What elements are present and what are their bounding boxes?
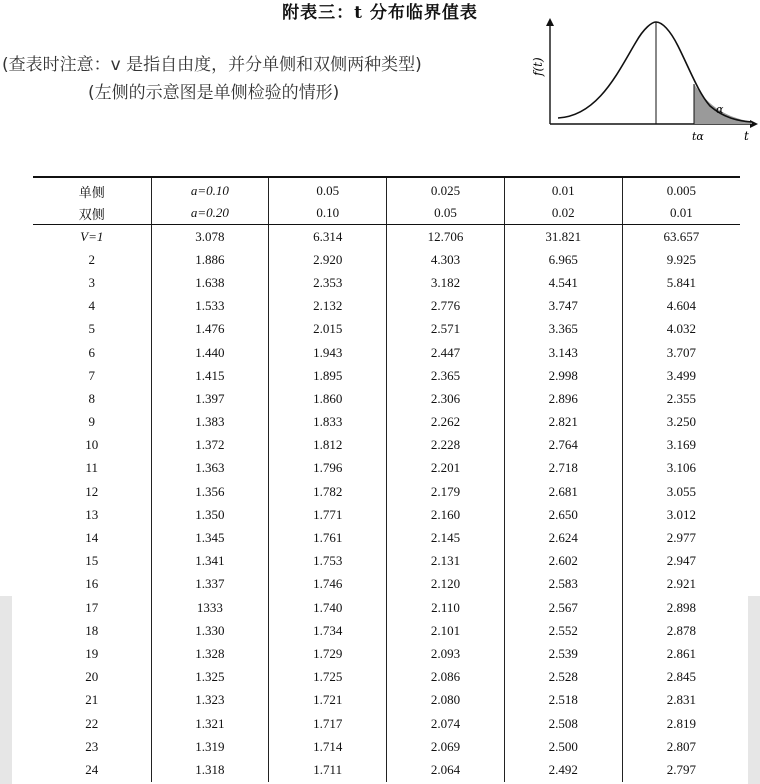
- table-cell: 2.845: [622, 666, 740, 689]
- table-cell: 0.01: [504, 177, 622, 202]
- row-label: 8: [88, 390, 95, 406]
- table-cell: 6.965: [504, 248, 622, 271]
- table-cell: 2.552: [504, 619, 622, 642]
- row-label: 12: [85, 483, 99, 499]
- table-cell: 2.583: [504, 573, 622, 596]
- table-cell: 2.650: [504, 503, 622, 526]
- row-label: 21: [85, 692, 99, 708]
- table-cell: 0.025: [387, 177, 505, 202]
- row-label: 2: [88, 251, 95, 267]
- table-cell: 9.925: [622, 248, 740, 271]
- table-cell: 3.169: [622, 434, 740, 457]
- table-cell: 0.01: [622, 202, 740, 225]
- table-cell: 2.718: [504, 457, 622, 480]
- table-cell: 2.132: [269, 295, 387, 318]
- table-cell: 1.638: [151, 271, 269, 294]
- table-cell: 0.05: [269, 177, 387, 202]
- table-cell: 2.921: [622, 573, 740, 596]
- table-row: [33, 387, 740, 410]
- row-label: 24: [85, 761, 99, 777]
- table-cell: 2.528: [504, 666, 622, 689]
- table-cell: 1.761: [269, 526, 387, 549]
- table-cell: 2.831: [622, 689, 740, 712]
- row-label: 5: [88, 321, 95, 337]
- table-cell: 2.821: [504, 411, 622, 434]
- table-cell: 4.541: [504, 271, 622, 294]
- table-cell: 1.440: [151, 341, 269, 364]
- table-cell: 1.753: [269, 550, 387, 573]
- table-cell: 1.711: [269, 758, 387, 781]
- table-row: [33, 434, 740, 457]
- t-distribution-diagram: [528, 12, 760, 152]
- table-cell: 1.734: [269, 619, 387, 642]
- table-row: [33, 712, 740, 735]
- table-cell: 2.074: [387, 712, 505, 735]
- table-row: [33, 271, 740, 294]
- table-cell: 2.797: [622, 758, 740, 781]
- table-cell: 3.747: [504, 295, 622, 318]
- table-cell: a=0.10: [151, 177, 269, 202]
- row-label: 6: [88, 344, 95, 360]
- table-cell: 2.602: [504, 550, 622, 573]
- table-cell: 1.328: [151, 642, 269, 665]
- table-cell: 6.314: [269, 225, 387, 249]
- table-cell: 1.345: [151, 526, 269, 549]
- table-cell: 3.106: [622, 457, 740, 480]
- table-cell: 1.782: [269, 480, 387, 503]
- table-cell: 2.861: [622, 642, 740, 665]
- table-cell: 3.365: [504, 318, 622, 341]
- table-row: [33, 480, 740, 503]
- table-cell: 1.796: [269, 457, 387, 480]
- table-cell: 1.533: [151, 295, 269, 318]
- table-cell: 2.500: [504, 735, 622, 758]
- table-cell: 2.145: [387, 526, 505, 549]
- alpha-label: α: [716, 103, 724, 116]
- figure-note: (左侧的示意图是单侧检验的情形): [88, 83, 340, 103]
- table-cell: 2.201: [387, 457, 505, 480]
- row-label: V=1: [80, 228, 104, 244]
- table-cell: 31.821: [504, 225, 622, 249]
- row-label: 13: [85, 506, 99, 522]
- table-cell: 3.012: [622, 503, 740, 526]
- table-cell: 3.078: [151, 225, 269, 249]
- table-cell: 2.998: [504, 364, 622, 387]
- row-label: 双侧: [33, 202, 151, 225]
- table-cell: 1.356: [151, 480, 269, 503]
- table-cell: 1.886: [151, 248, 269, 271]
- table-cell: 2.571: [387, 318, 505, 341]
- row-label: 9: [88, 414, 95, 430]
- table-cell: 2.262: [387, 411, 505, 434]
- table-cell: 0.02: [504, 202, 622, 225]
- table-cell: 1.812: [269, 434, 387, 457]
- table-cell: a=0.20: [151, 202, 269, 225]
- row-label: 16: [85, 576, 99, 592]
- table-cell: 1.771: [269, 503, 387, 526]
- table-cell: 2.447: [387, 341, 505, 364]
- table-cell: 1.860: [269, 387, 387, 410]
- table-row: [33, 526, 740, 549]
- table-cell: 1333: [151, 596, 269, 619]
- table-row: [33, 503, 740, 526]
- row-label: 22: [85, 715, 99, 731]
- table-cell: 2.179: [387, 480, 505, 503]
- table-row: [33, 619, 740, 642]
- table-cell: 3.143: [504, 341, 622, 364]
- table-cell: 2.567: [504, 596, 622, 619]
- table-row: [33, 457, 740, 480]
- table-row: [33, 642, 740, 665]
- table-cell: 2.365: [387, 364, 505, 387]
- table-cell: 3.707: [622, 341, 740, 364]
- table-cell: 1.397: [151, 387, 269, 410]
- header-row-two-sided: [33, 202, 740, 225]
- table-cell: 2.776: [387, 295, 505, 318]
- table-row: [33, 411, 740, 434]
- table-row: [33, 550, 740, 573]
- row-label: 20: [85, 669, 99, 685]
- table-cell: 4.604: [622, 295, 740, 318]
- table-row: [33, 364, 740, 387]
- row-label: 15: [85, 553, 99, 569]
- table-cell: 2.228: [387, 434, 505, 457]
- table-row: [33, 341, 740, 364]
- row-label: 23: [85, 738, 99, 754]
- table-cell: 1.943: [269, 341, 387, 364]
- row-label: 单侧: [33, 177, 151, 202]
- table-row: [33, 573, 740, 596]
- table-cell: 1.729: [269, 642, 387, 665]
- table-cell: 2.518: [504, 689, 622, 712]
- table-cell: 12.706: [387, 225, 505, 249]
- table-cell: 2.064: [387, 758, 505, 781]
- row-label: 17: [85, 599, 99, 615]
- table-cell: 3.182: [387, 271, 505, 294]
- table-cell: 2.539: [504, 642, 622, 665]
- table-cell: 2.977: [622, 526, 740, 549]
- table-cell: 1.714: [269, 735, 387, 758]
- table-cell: 1.415: [151, 364, 269, 387]
- table-cell: 2.355: [622, 387, 740, 410]
- table-cell: 2.878: [622, 619, 740, 642]
- table-cell: 1.321: [151, 712, 269, 735]
- table-cell: 1.717: [269, 712, 387, 735]
- table-cell: 2.947: [622, 550, 740, 573]
- table-cell: 1.476: [151, 318, 269, 341]
- table-cell: 1.337: [151, 573, 269, 596]
- table-cell: 3.250: [622, 411, 740, 434]
- table-cell: 1.746: [269, 573, 387, 596]
- y-axis-arrow: [546, 18, 554, 26]
- row-label: 7: [88, 367, 95, 383]
- row-label: 14: [85, 530, 99, 546]
- table-cell: 2.920: [269, 248, 387, 271]
- table-row: [33, 295, 740, 318]
- table-cell: 0.005: [622, 177, 740, 202]
- table-row: [33, 735, 740, 758]
- table-cell: 2.896: [504, 387, 622, 410]
- row-label: 11: [85, 460, 99, 476]
- table-cell: 1.725: [269, 666, 387, 689]
- table-cell: 2.681: [504, 480, 622, 503]
- table-cell: 4.032: [622, 318, 740, 341]
- left-edge-shade: [0, 596, 12, 784]
- table-cell: 1.740: [269, 596, 387, 619]
- right-edge-shade: [748, 596, 760, 784]
- table-cell: 3.055: [622, 480, 740, 503]
- table-cell: 2.353: [269, 271, 387, 294]
- table-cell: 3.499: [622, 364, 740, 387]
- table-row: [33, 758, 740, 781]
- t-critical-table: [33, 176, 740, 782]
- table-cell: 1.330: [151, 619, 269, 642]
- table-cell: 2.492: [504, 758, 622, 781]
- header-row-one-sided: [33, 177, 740, 202]
- table-row: [33, 689, 740, 712]
- table-cell: 2.015: [269, 318, 387, 341]
- table-cell: 4.303: [387, 248, 505, 271]
- table-cell: 2.764: [504, 434, 622, 457]
- table-cell: 2.101: [387, 619, 505, 642]
- table-cell: 2.069: [387, 735, 505, 758]
- row-label: 4: [88, 298, 95, 314]
- table-cell: 2.807: [622, 735, 740, 758]
- table-cell: 2.160: [387, 503, 505, 526]
- table-cell: 1.319: [151, 735, 269, 758]
- table-cell: 2.131: [387, 550, 505, 573]
- table-cell: 0.05: [387, 202, 505, 225]
- table-cell: 1.721: [269, 689, 387, 712]
- table-cell: 1.363: [151, 457, 269, 480]
- row-label: 10: [85, 437, 99, 453]
- table-cell: 1.372: [151, 434, 269, 457]
- table-cell: 2.508: [504, 712, 622, 735]
- row-label: 3: [88, 274, 95, 290]
- table-cell: 1.350: [151, 503, 269, 526]
- table-cell: 1.895: [269, 364, 387, 387]
- table-cell: 1.383: [151, 411, 269, 434]
- table-row: [33, 666, 740, 689]
- table-cell: 63.657: [622, 225, 740, 249]
- row-label: 18: [85, 622, 99, 638]
- row-label: 19: [85, 645, 99, 661]
- table-cell: 1.341: [151, 550, 269, 573]
- table-cell: 1.833: [269, 411, 387, 434]
- table-cell: 5.841: [622, 271, 740, 294]
- table-cell: 0.10: [269, 202, 387, 225]
- table-cell: 2.110: [387, 596, 505, 619]
- table-cell: 2.898: [622, 596, 740, 619]
- table-cell: 2.819: [622, 712, 740, 735]
- page-title: 附表三：t 分布临界值表: [282, 3, 478, 23]
- table-cell: 2.624: [504, 526, 622, 549]
- table-row: [33, 225, 740, 249]
- table-cell: 2.306: [387, 387, 505, 410]
- table-cell: 2.086: [387, 666, 505, 689]
- table-cell: 1.325: [151, 666, 269, 689]
- x-axis-label: t: [744, 129, 749, 143]
- critical-value-label: tα: [692, 130, 704, 143]
- table-cell: 2.080: [387, 689, 505, 712]
- table-cell: 1.323: [151, 689, 269, 712]
- table-row: [33, 248, 740, 271]
- usage-note: (查表时注意：v 是指自由度，并分单侧和双侧两种类型): [2, 55, 422, 75]
- table-row: [33, 596, 740, 619]
- table-cell: 1.318: [151, 758, 269, 781]
- table-cell: 2.093: [387, 642, 505, 665]
- table-row: [33, 318, 740, 341]
- table-cell: 2.120: [387, 573, 505, 596]
- y-axis-label: f(t): [531, 57, 545, 76]
